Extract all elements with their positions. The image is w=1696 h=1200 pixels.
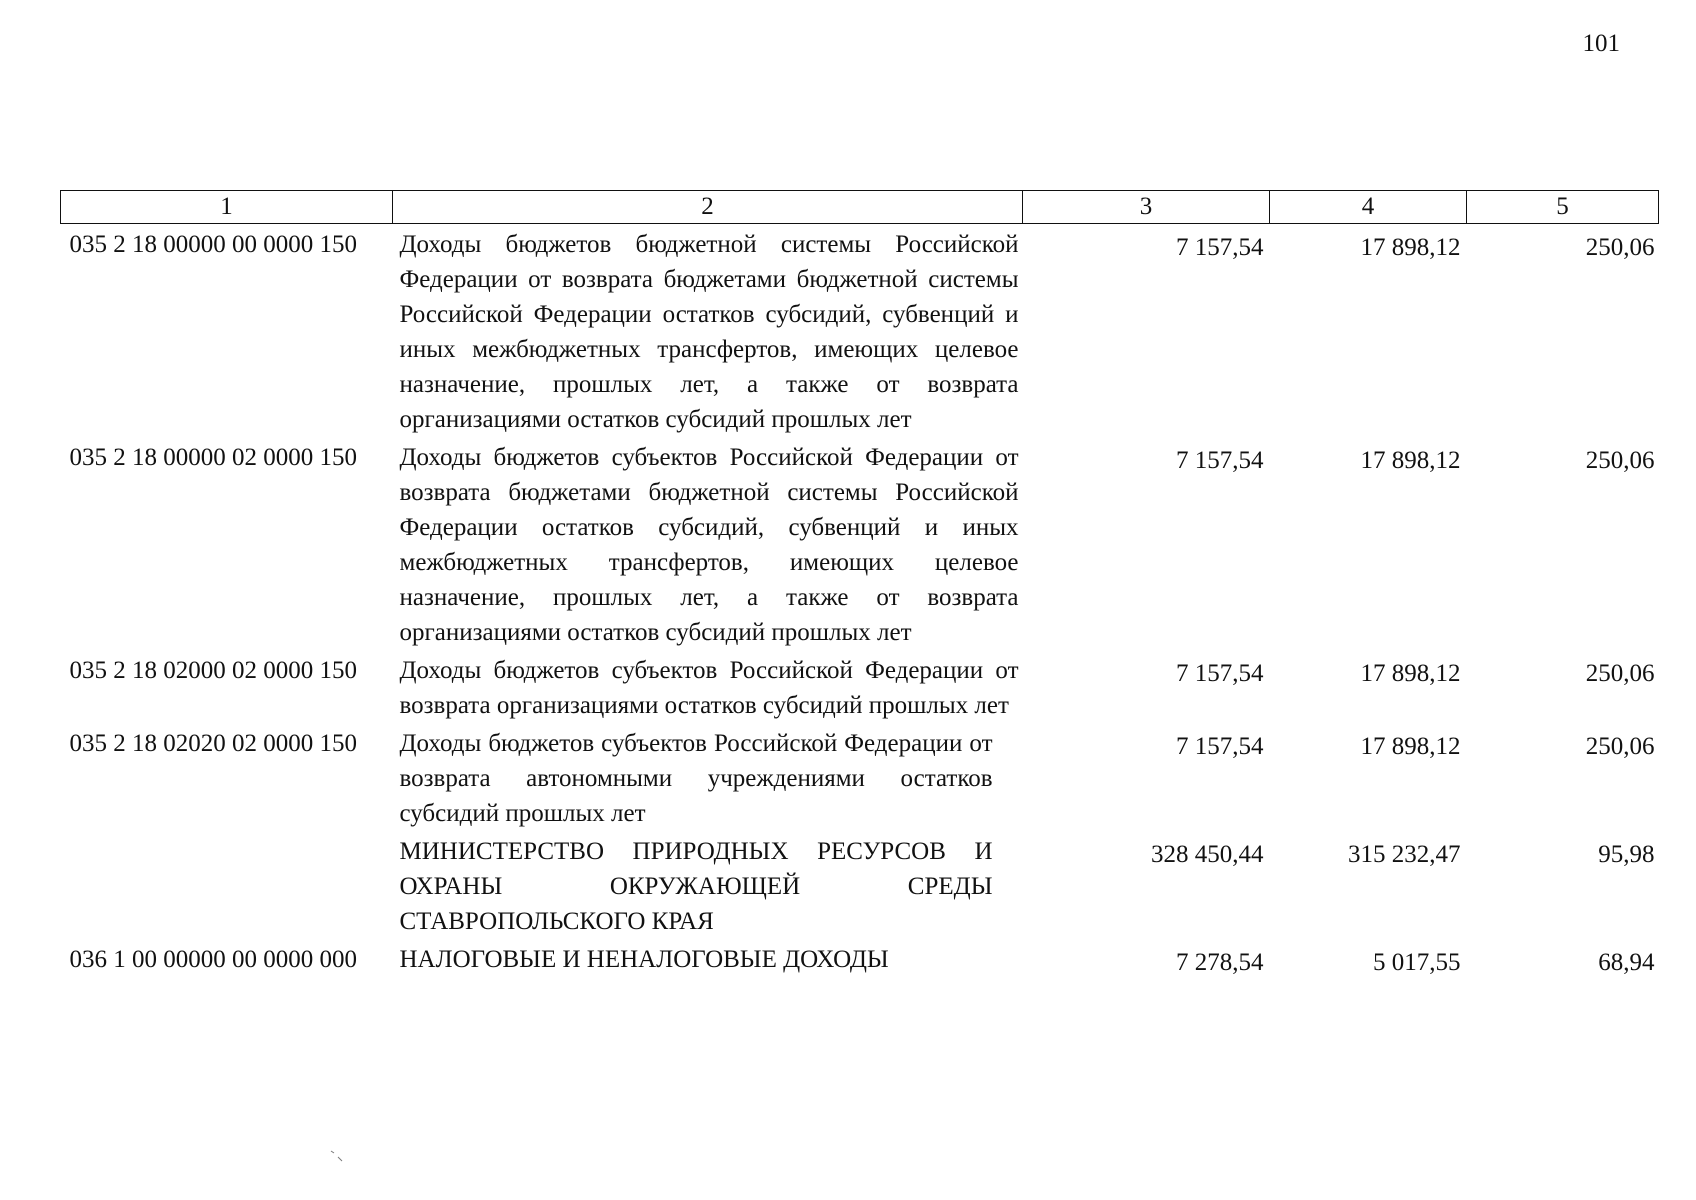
value-col-3: 7 157,54 [1176, 733, 1264, 760]
income-description: НАЛОГОВЫЕ И НЕНАЛОГОВЫЕ ДОХОДЫ [399, 946, 889, 973]
income-description: Доходы бюджетов бюджетной системы Российской Федерации от возврата бюджетами бюджетной системы Российской Федерации остатков субсидий, субвенций и иных межбюджетных трансфертов, имеющих целевое назначение, прошлых лет, а также от возврата организациями остатков субсидий прошлых лет [399, 231, 1019, 433]
table-row [61, 650, 1659, 723]
table-row [61, 939, 1659, 980]
header-col-5: 5 [1467, 191, 1659, 224]
income-description: Доходы бюджетов субъектов Российской Федерации от возврата автономными учреждениями остатков субсидий прошлых лет [399, 730, 993, 827]
budget-code: 036 1 00 00000 00 0000 000 [69, 946, 357, 973]
value-col-4: 17 898,12 [1360, 447, 1461, 474]
page-number: 101 [1582, 30, 1620, 57]
value-col-5: 250,06 [1585, 660, 1655, 687]
header-col-3: 3 [1023, 191, 1270, 224]
income-description: Доходы бюджетов субъектов Российской Федерации от возврата организациями остатков субсидий прошлых лет [399, 657, 1019, 719]
value-col-3: 7 278,54 [1176, 949, 1264, 976]
value-col-5: 95,98 [1598, 841, 1655, 868]
value-col-5: 250,06 [1585, 733, 1655, 760]
value-col-4: 5 017,55 [1373, 949, 1461, 976]
value-col-5: 250,06 [1585, 234, 1655, 261]
value-col-4: 17 898,12 [1360, 660, 1461, 687]
value-col-3: 7 157,54 [1176, 234, 1264, 261]
value-col-3: 328 450,44 [1151, 841, 1264, 868]
value-col-3: 7 157,54 [1176, 660, 1264, 687]
value-col-5: 68,94 [1598, 949, 1655, 976]
scan-artifact-mark [330, 1150, 344, 1162]
value-col-4: 315 232,47 [1348, 841, 1461, 868]
budget-code: 035 2 18 00000 00 0000 150 [69, 231, 357, 258]
table-header-row [61, 191, 1659, 224]
budget-code: 035 2 18 02020 02 0000 150 [69, 730, 357, 757]
value-col-4: 17 898,12 [1360, 234, 1461, 261]
header-col-1: 1 [61, 191, 393, 224]
value-col-4: 17 898,12 [1360, 733, 1461, 760]
table-row [61, 723, 1659, 831]
budget-code: 035 2 18 00000 02 0000 150 [69, 444, 357, 471]
table-row [61, 831, 1659, 939]
budget-code: 035 2 18 02000 02 0000 150 [69, 657, 357, 684]
value-col-5: 250,06 [1585, 447, 1655, 474]
ministry-heading: МИНИСТЕРСТВО ПРИРОДНЫХ РЕСУРСОВ И ОХРАНЫ ОКРУЖАЮЩЕЙ СРЕДЫ СТАВРОПОЛЬСКОГО КРАЯ [399, 838, 993, 935]
header-col-4: 4 [1270, 191, 1467, 224]
table-row [61, 437, 1659, 650]
table-row [61, 224, 1659, 438]
budget-code [61, 831, 393, 939]
budget-income-table [60, 190, 1659, 980]
header-col-2: 2 [393, 191, 1023, 224]
value-col-3: 7 157,54 [1176, 447, 1264, 474]
income-description: Доходы бюджетов субъектов Российской Федерации от возврата бюджетами бюджетной системы Российской Федерации остатков субсидий, субвенций и иных межбюджетных трансфертов, имеющих целевое назначение, прошлых лет, а также от возврата организациями остатков субсидий прошлых лет [399, 444, 1019, 646]
